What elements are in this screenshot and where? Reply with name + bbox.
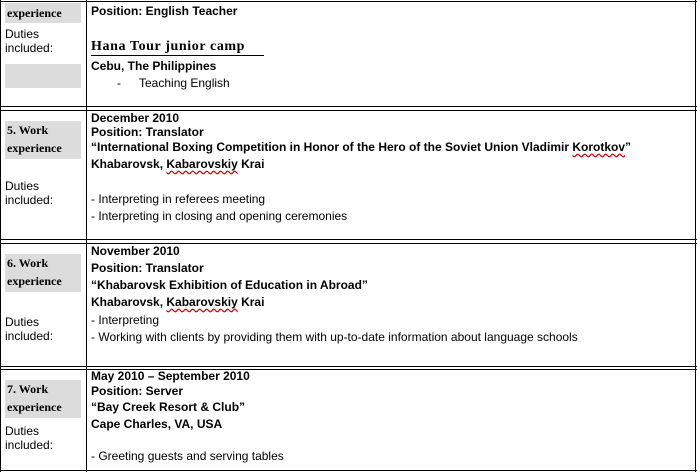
section-label-line1: 6. Work (7, 256, 49, 270)
location: Cape Charles, VA, USA (91, 417, 223, 431)
position: Position: Server (91, 384, 184, 398)
duties-label: Duties included: (5, 179, 54, 207)
date: November 2010 (91, 244, 180, 258)
section-label (5, 121, 81, 159)
event-name: “Khabarovsk Exhibition of Education in Abroad” (91, 278, 368, 292)
region-flagged: Kabarovskiy (166, 157, 238, 171)
event-text-end: ” (625, 140, 632, 154)
city: Khabarovsk, (91, 157, 167, 171)
place-name: “Bay Creek Resort & Club” (91, 400, 246, 414)
position: Position: Translator (91, 125, 204, 139)
event-text: “International Boxing Competition in Honor of the Hero of the Soviet Union Vladimir (91, 140, 573, 154)
location: Cebu, The Philippines (91, 59, 217, 73)
position: Position: English Teacher (91, 4, 238, 18)
section-label-line1: 7. Work (7, 382, 49, 396)
duty-item: - Interpreting in closing and opening ceremonies (91, 209, 348, 223)
table-border-right (695, 0, 696, 472)
section-label-line2: experience (7, 274, 62, 288)
column-divider (86, 0, 87, 472)
duty-item: - Greeting guests and serving tables (91, 449, 284, 463)
region-flagged: Kabarovskiy (166, 295, 238, 309)
duties-label: Duties included: (5, 315, 54, 343)
section-label-line2: experience (7, 141, 62, 155)
date: December 2010 (91, 111, 180, 125)
region-end: Krai (237, 157, 265, 171)
row-divider (0, 106, 697, 107)
section-label (5, 254, 81, 292)
grey-cell (5, 64, 81, 88)
table-border-top (0, 1, 697, 2)
duty-item: - Working with clients by providing them with up-to-date information about language schools (91, 330, 578, 344)
camp-underline (91, 55, 264, 56)
section-label (5, 380, 81, 418)
section-label (5, 3, 81, 23)
row-divider (0, 239, 697, 240)
table-border-bottom (0, 470, 697, 471)
duty-item: Teaching English (139, 76, 230, 90)
duties-label: Duties included: (5, 424, 54, 452)
city: Khabarovsk, (91, 295, 167, 309)
event-text-flagged: Korotkov (572, 140, 626, 154)
section-label-line2: experience (7, 6, 62, 20)
date: May 2010 – September 2010 (91, 369, 250, 383)
event-name (91, 140, 631, 155)
duties-label: Duties included: (5, 27, 54, 55)
location (91, 295, 264, 310)
location (91, 157, 264, 172)
section-label-line2: experience (7, 400, 62, 414)
bullet-marker: - (117, 76, 121, 90)
duty-item: - Interpreting (91, 313, 160, 327)
section-label-line1: 5. Work (7, 123, 49, 137)
duty-item: - Interpreting in referees meeting (91, 192, 266, 206)
camp-name: Hana Tour junior camp (91, 39, 246, 54)
position: Position: Translator (91, 261, 204, 275)
region-end: Krai (237, 295, 265, 309)
table-border-left (0, 0, 1, 472)
row-divider (0, 366, 697, 367)
